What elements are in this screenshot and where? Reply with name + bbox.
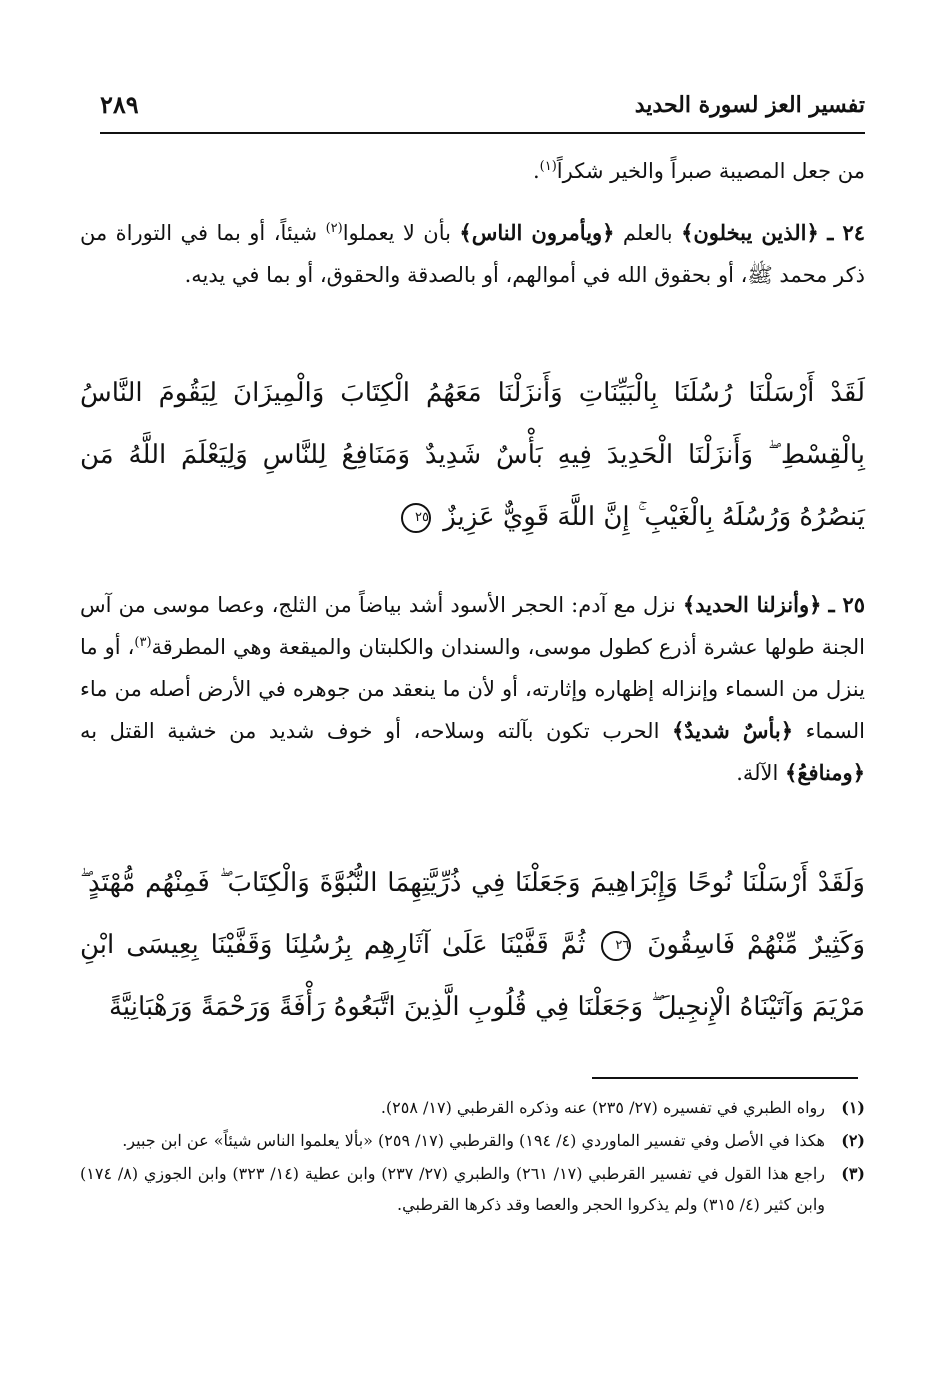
paragraph-text: من جعل المصيبة صبراً والخير شكراً	[556, 159, 865, 183]
verse-text: ثُمَّ قَفَّيْنَا عَلَىٰ آثَارِهِم بِرُسُلِنَا وَقَفَّيْنَا بِعِيسَى ابْنِ مَرْيَمَ وَآتَيْنَاهُ الْإِنجِيلَ ۖ وَجَعَلْنَا فِي قُلُوبِ الَّذِينَ اتَّبَعُوهُ رَأْفَةً وَرَحْمَةً وَرَهْبَانِيَّةً	[80, 930, 865, 1022]
paragraph-text: الحرب تكون بآلته وسلاحه، أو خوف شديد من خشية القتل به	[80, 719, 672, 743]
verse-number: ٢٤ ـ	[827, 220, 866, 245]
footnote-separator	[592, 1077, 858, 1079]
ayah-number-marker: ٢٦	[601, 931, 631, 961]
paragraph-end: .	[532, 159, 540, 183]
paragraph-text: نزل مع آدم: الحجر الأسود أشد بياضاً من الثلج، وعصا موسى من آس الجنة طولها عشرة أذرع كطول موسى، والسندان والكلبتان والميقعة وهي المطرقة	[80, 593, 865, 659]
quran-quote: ﴿وأنزلنا الحديد﴾	[682, 592, 822, 617]
footnote-text: رواه الطبري في تفسيره (٢٧/ ٢٣٥) عنه وذكره القرطبي (١٧/ ٢٥٨).	[380, 1098, 825, 1117]
verse-number: ٢٥ ـ	[828, 592, 865, 617]
running-title: تفسير العز لسورة الحديد	[634, 92, 865, 118]
footnote-ref: (٣)	[134, 635, 152, 650]
quran-quote: ﴿ومنافعُ﴾	[785, 760, 865, 785]
footnote-item	[80, 1158, 865, 1220]
footnote-number: (١)	[841, 1098, 865, 1117]
footnote-text: هكذا في الأصل وفي تفسير الماوردي (٤/ ١٩٤) والقرطبي (١٧/ ٢٥٩) «بألا يعلموا الناس شيئاً» عن ابن جبير.	[122, 1131, 825, 1150]
footnote-number: (٢)	[841, 1131, 865, 1150]
page-header	[100, 88, 865, 134]
footnote-item	[80, 1092, 865, 1123]
paragraph-text: الآلة.	[736, 761, 786, 785]
paragraph-text: ، أو ما ينزل من السماء وإنزاله إظهاره وإثارته، أو لأن ما ينعقد من جوهره في الأرض أصله من ماء السماء	[80, 635, 865, 743]
footnotes	[80, 1092, 865, 1222]
quran-verses-26-27	[80, 852, 865, 1038]
quran-quote: ﴿بأسٌ شديدٌ﴾	[671, 718, 794, 743]
footnote-text: راجع هذا القول في تفسير القرطبي (١٧/ ٢٦١) والطبري (٢٧/ ٢٣٧) وابن عطية (١٤/ ٣٢٣) وابن الجوزي (٨/ ١٧٤) وابن كثير (٤/ ٣١٥) ولم يذكروا الحجر والعصا وقد ذكرها القرطبي.	[80, 1164, 826, 1214]
quran-quote: ﴿الذين يبخلون﴾	[681, 220, 819, 245]
paragraph-verse-25-commentary	[80, 584, 865, 794]
paragraph-commentary-intro	[80, 150, 865, 192]
footnote-item	[80, 1125, 865, 1156]
quran-verse-25	[80, 362, 865, 548]
paragraph-text: شيئاً، أو بما في التوراة من ذكر محمد ﷺ، أو بحقوق الله في أموالهم، أو بالصدقة والحقوق، أو بما في يديه.	[80, 221, 865, 287]
verse-text: لَقَدْ أَرْسَلْنَا رُسُلَنَا بِالْبَيِّنَاتِ وَأَنزَلْنَا مَعَهُمُ الْكِتَابَ وَالْمِيزَانَ لِيَقُومَ النَّاسُ بِالْقِسْطِ ۖ وَأَنزَلْنَا الْحَدِيدَ فِيهِ بَأْسٌ شَدِيدٌ وَمَنَافِعُ لِلنَّاسِ وَلِيَعْلَمَ اللَّهُ مَن يَنصُرُهُ وَرُسُلَهُ بِالْغَيْبِ ۚ إِنَّ اللَّهَ قَوِيٌّ عَزِيزٌ	[80, 378, 865, 532]
verse-text: وَلَقَدْ أَرْسَلْنَا نُوحًا وَإِبْرَاهِيمَ وَجَعَلْنَا فِي ذُرِّيَّتِهِمَا النُّبُوَّةَ وَالْكِتَابَ ۖ فَمِنْهُم مُّهْتَدٍ ۖ وَكَثِيرٌ مِّنْهُمْ فَاسِقُونَ	[80, 868, 866, 960]
footnote-ref: (١)	[539, 159, 557, 174]
footnote-number: (٣)	[841, 1164, 865, 1183]
footnote-ref: (٢)	[325, 221, 343, 236]
page-number: ٢٨٩	[100, 90, 139, 119]
quran-quote: ﴿ويأمرون الناس﴾	[459, 220, 615, 245]
ayah-number-marker: ٢٥	[401, 503, 431, 533]
paragraph-text: بالعلم	[614, 221, 682, 245]
paragraph-text: بأن لا يعملوا	[342, 221, 460, 245]
paragraph-verse-24-commentary	[80, 212, 865, 296]
